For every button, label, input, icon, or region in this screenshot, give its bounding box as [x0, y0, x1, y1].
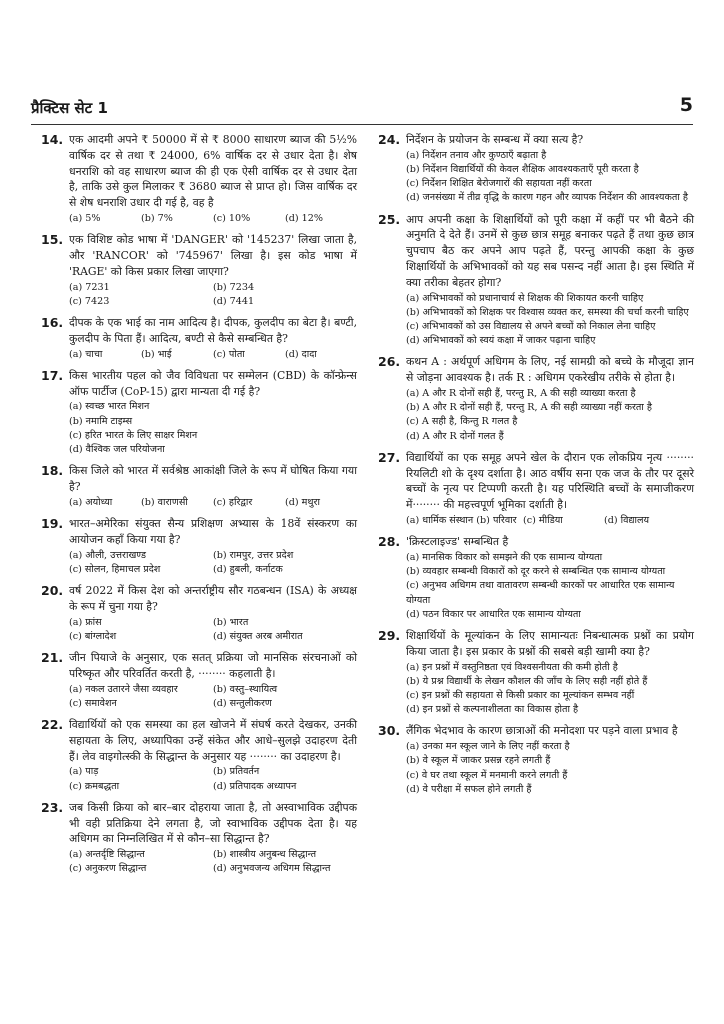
answer-option: (a) अयोध्या [69, 496, 113, 508]
answer-option: (b) ये प्रश्न विद्यार्थी के लेखन कौशल की जाँच के लिए सही नहीं होते हैं [406, 675, 648, 687]
answer-option: (b) 7234 [213, 281, 255, 293]
answer-option: (a) 7231 [69, 281, 110, 293]
answer-option: (d) 12% [285, 212, 324, 224]
answer-option: (a) फ्रांस [69, 616, 102, 628]
answer-option: (b) रामपुर, उत्तर प्रदेश [213, 549, 294, 561]
question-text: एक विशिष्ट कोड भाषा में 'DANGER' को '145237' लिखा जाता है, और 'RANCOR' को '745967' लिखा है। इस कोड भाषा में 'RAGE' को किस प्रकार लिखा जाएगा? [69, 233, 357, 278]
question [378, 212, 694, 349]
question-body [406, 450, 694, 528]
question-body [69, 232, 357, 309]
question-number: 14. [41, 132, 64, 147]
answer-option: (c) पोता [213, 348, 245, 360]
options-list [69, 549, 357, 577]
answer-option: (c) निर्देशन शिक्षित बेरोजगारों की सहायता नहीं करता [406, 178, 592, 190]
question [41, 315, 357, 362]
answer-option: (a) पाड़ [69, 766, 99, 778]
question [41, 132, 357, 226]
header-rule [31, 124, 693, 125]
answer-option: (b) वे स्कूल में जाकर प्रसन्न रहने लगती हैं [406, 755, 551, 767]
question [41, 583, 357, 644]
page-title: प्रैक्टिस सेट 1 [31, 99, 108, 117]
question [378, 534, 694, 622]
question-text: आप अपनी कक्षा के शिक्षार्थियों को पूरी कक्षा में कहीं पर भी बैठने की अनुमति दे देते हैं। उनमें से कुछ छात्र समूह बनाकर पढ़ते हैं तथा कुछ छात्र चुपचाप बैठ कर अपने आप पढ़ते हैं, परन्तु आपकी कक्षा के कुछ शिक्षार्थियों के अभिभावकों को यह सब पसन्द नहीं आता है। इस स्थिति में क्या तरीका बेहतर होगा? [406, 212, 694, 289]
question-text: जीन पियाजे के अनुसार, एक सतत् प्रक्रिया जो मानसिक संरचनाओं को परिष्कृत और परिवर्तित करती है, ········ कहलाती है। [69, 650, 357, 680]
question-number: 16. [41, 314, 64, 330]
question-body [69, 583, 357, 644]
question-body [406, 534, 694, 622]
question-text: निर्देशन के प्रयोजन के सम्बन्ध में क्या सत्य है? [406, 133, 584, 146]
question-body [69, 132, 357, 226]
question [41, 368, 357, 457]
question-body [69, 800, 357, 877]
answer-option: (c) अनुभव अधिगम तथा वातावरण सम्बन्धी कारकों पर आधारित एक सामान्य योग्यता [406, 580, 675, 606]
question [378, 450, 694, 528]
answer-option: (b) भाई [141, 348, 172, 360]
question [378, 628, 694, 717]
answer-option: (c) इन प्रश्नों की सहायता से किसी प्रकार का मूल्यांकन सम्भव नहीं [406, 690, 635, 702]
answer-option: (d) हुबली, कर्नाटक [213, 563, 283, 575]
answer-option: (c) मीडिया [523, 515, 563, 526]
options-list [406, 551, 694, 622]
options-list [69, 848, 357, 876]
question-number: 23. [41, 799, 64, 815]
answer-option: (d) पठन विकार पर आधारित एक सामान्य योग्यता [406, 608, 581, 620]
answer-option: (a) A और R दोनों सही हैं, परन्तु R, A की सही व्याख्या करता है [406, 388, 636, 399]
answer-option: (d) विद्यालय [604, 515, 650, 526]
question [41, 650, 357, 711]
options-list [69, 212, 357, 226]
answer-option: (a) औली, उत्तराखण्ड [69, 549, 146, 561]
question-text: लैंगिक भेदभाव के कारण छात्राओं की मनोदशा पर पड़ने वाला प्रभाव है [406, 724, 678, 738]
question-body [69, 717, 357, 794]
question-body [69, 315, 357, 362]
question-text: विद्यार्थियों को एक समस्या का हल खोजने में संघर्ष करते देखकर, उनकी सहायता के लिए, अध्यापिका उन्हें संकेत और आधे–सुलझे उदाहरण देती हैं। लेव वाइगोत्स्की के सिद्धान्त के अनुसार यह ········ का उदाहरण है। [69, 717, 357, 763]
answer-option: (a) धार्मिक संस्थान (b) परिवार [406, 515, 517, 526]
question-body [69, 650, 357, 711]
answer-option: (b) प्रतिवर्तन [213, 766, 260, 778]
options-list [69, 400, 357, 457]
question-body [69, 368, 357, 457]
answer-option: (d) सन्तुलीकरण [213, 697, 272, 709]
question [41, 232, 357, 309]
question [378, 723, 694, 797]
options-list [406, 387, 694, 444]
answer-option: (c) 7423 [69, 295, 110, 307]
question-number: 27. [378, 449, 401, 465]
options-list [69, 281, 357, 309]
options-list [406, 514, 694, 528]
question-body [69, 463, 357, 510]
question-body [406, 212, 694, 349]
options-list [406, 740, 694, 797]
question-number: 19. [41, 515, 64, 531]
answer-option: (a) अभिभावकों को प्रधानाचार्य से शिक्षक की शिकायत करनी चाहिए [406, 292, 644, 304]
answer-option: (b) नमामि टाइम्स [69, 415, 133, 427]
question-text: एक आदमी अपने ₹ 50000 में से ₹ 8000 साधारण ब्याज की 5½% वार्षिक दर से तथा ₹ 24000, 6% वार्षिक दर से उधार देता है। शेष धनराशि को वह साधारण ब्याज की ही एक ऐसी वार्षिक दर से उधार देता है, ताकि उसे कुल मिलाकर ₹ 3680 ब्याज से प्राप्त हो। जिस वार्षिक दर से शेष धनराशि उधार दी गई है, वह है [69, 133, 357, 210]
question-number: 25. [378, 211, 401, 227]
answer-option: (d) वैश्विक जल परियोजना [69, 443, 165, 455]
question [378, 354, 694, 443]
question-number: 17. [41, 367, 64, 383]
question-number: 28. [378, 534, 401, 550]
right-column [378, 132, 694, 803]
question-body [406, 354, 694, 443]
question-number: 29. [378, 628, 401, 644]
answer-option: (d) A और R दोनों गलत हैं [406, 430, 504, 442]
answer-option: (d) अभिभावकों को स्वयं कक्षा में जाकर पढ़ाना चाहिए [406, 335, 596, 347]
answer-option: (c) अनुकरण सिद्धान्त [69, 863, 147, 875]
answer-option: (a) इन प्रश्नों में वस्तुनिष्ठता एवं विश्वसनीयता की कमी होती है [406, 661, 618, 673]
question-body [406, 132, 694, 206]
answer-option: (a) 5% [69, 212, 101, 224]
answer-option: (b) व्यवहार सम्बन्धी विकारों को दूर करने से सम्बन्धित एक सामान्य योग्यता [406, 566, 666, 578]
answer-option: (c) सोलन, हिमाचल प्रदेश [69, 563, 161, 575]
answer-option: (b) वाराणसी [141, 496, 188, 508]
question [378, 132, 694, 206]
answer-option: (a) उनका मन स्कूल जाने के लिए नहीं करता है [406, 741, 570, 753]
answer-option: (a) चाचा [69, 348, 103, 360]
options-list [69, 616, 357, 644]
answer-option: (d) जनसंख्या में तीव्र वृद्धि के कारण गहन और व्यापक निर्देशन की आवश्यकता है [406, 192, 688, 204]
options-list [406, 149, 694, 206]
answer-option: (c) क्रमबद्धता [69, 780, 120, 792]
question-text: विद्यार्थियों का एक समूह अपने खेल के दौरान एक लोकप्रिय नृत्य ········ रियलिटी शो के दृश्य दर्शाता है। आठ वर्षीय सना एक जज के तौर पर दूसरे बच्चों के नृत्य पर टिप्पणी करती है। यह परिस्थिति बच्चों के समाजीकरण में········ की महत्त्वपूर्ण भूमिका दर्शाती है। [406, 450, 694, 512]
answer-option: (b) भारत [213, 616, 249, 628]
answer-option: (b) शास्त्रीय अनुबन्ध सिद्धान्त [213, 849, 317, 861]
answer-option: (c) वे घर तथा स्कूल में मनमानी करने लगती हैं [406, 769, 568, 781]
question-number: 15. [41, 232, 64, 248]
answer-option: (a) नकल उतारने जैसा व्यवहार [69, 683, 178, 695]
question [41, 463, 357, 510]
question-text: जब किसी क्रिया को बार–बार दोहराया जाता है, तो अस्वाभाविक उद्दीपक भी वही प्रतिक्रिया देने लगता है, जो स्वाभाविक उद्दीपक देता है। यह अधिगम का निम्नलिखित में से कौन–सा सिद्धान्त है? [69, 800, 357, 846]
answer-option: (d) अनुभवजन्य अधिगम सिद्धान्त [213, 863, 331, 875]
answer-option: (b) निर्देशन विद्यार्थियों की केवल शैक्षिक आवश्यकताएँ पूरी करता है [406, 164, 639, 175]
answer-option: (b) A और R दोनों सही हैं, परन्तु R, A की सही व्याख्या नहीं करता है [406, 402, 653, 414]
question-text: भारत–अमेरिका संयुक्त सैन्य प्रशिक्षण अभ्यास के 18वें संस्करण का आयोजन कहाँ किया गया है? [69, 516, 357, 546]
question-text: दीपक के एक भाई का नाम आदित्य है। दीपक, कुलदीप का बेटा है। बण्टी, कुलदीप के पिता हैं। आदित्य, बण्टी से कैसे सम्बन्धित है? [69, 315, 357, 345]
options-list [69, 496, 357, 510]
answer-option: (a) अन्तर्दृष्टि सिद्धान्त [69, 849, 145, 861]
question-number: 21. [41, 649, 64, 665]
page-header [31, 92, 693, 122]
answer-option: (d) 7441 [213, 295, 255, 307]
options-list [69, 683, 357, 711]
options-list [69, 765, 357, 793]
answer-option: (d) वे परीक्षा में सफल होने लगती हैं [406, 783, 532, 795]
left-column [41, 132, 357, 883]
answer-option: (d) संयुक्त अरब अमीरात [213, 630, 303, 642]
question-text: कथन A : अर्थपूर्ण अधिगम के लिए, नई सामग्री को बच्चे के मौजूदा ज्ञान से जोड़ना आवश्यक है। तर्क R : अधिगम एकरेखीय तरीके से होता है। [406, 355, 694, 385]
options-list [406, 661, 694, 718]
question-number: 18. [41, 463, 64, 479]
answer-option: (d) प्रतिपादक अध्यापन [213, 780, 297, 792]
question-text: किस भारतीय पहल को जैव विविधता पर सम्मेलन (CBD) के कॉन्फ्रेन्स ऑफ पार्टीज (CoP-15) द्वारा मान्यता दी गई है? [69, 368, 357, 398]
answer-option: (b) अभिभावकों को शिक्षक पर विश्वास व्यक्त कर, समस्या की चर्चा करनी चाहिए [406, 306, 689, 318]
question [41, 800, 357, 877]
answer-option: (d) दादा [285, 348, 317, 360]
answer-option: (c) बांग्लादेश [69, 630, 117, 642]
answer-option: (d) इन प्रश्नों से कल्पनाशीलता का विकास होता है [406, 704, 579, 716]
question-number: 24. [378, 132, 401, 147]
question-text: वर्ष 2022 में किस देश को अन्तर्राष्ट्रीय सौर गठबन्धन (ISA) के अध्यक्ष के रूप में चुना गया है? [69, 583, 357, 613]
answer-option: (c) समावेशन [69, 697, 117, 709]
answer-option: (a) स्वच्छ भारत मिशन [69, 401, 150, 413]
answer-option: (d) मथुरा [285, 496, 320, 508]
question [41, 516, 357, 577]
answer-option: (c) 10% [213, 212, 251, 224]
answer-option: (c) हरित भारत के लिए साक्षर मिशन [69, 429, 198, 441]
answer-option: (c) अभिभावकों को उस विद्यालय से अपने बच्चों को निकाल लेना चाहिए [406, 321, 656, 332]
options-list [406, 292, 694, 349]
answer-option: (c) A सही है, किन्तु R गलत है [406, 416, 518, 428]
question-number: 22. [41, 716, 64, 732]
options-list [69, 348, 357, 362]
question-body [406, 628, 694, 717]
question-number: 26. [378, 354, 401, 370]
question-text: किस जिले को भारत में सर्वश्रेष्ठ आकांक्षी जिले के रूप में घोषित किया गया है? [69, 464, 357, 493]
question-text: शिक्षार्थियों के मूल्यांकन के लिए सामान्यतः निबन्धात्मक प्रश्नों का प्रयोग किया जाता है। इस प्रकार के प्रश्नों की सबसे बड़ी खामी क्या है? [406, 629, 694, 658]
answer-option: (b) वस्तु–स्थायित्व [213, 683, 278, 695]
page-number: 5 [679, 94, 693, 116]
question-text: 'क्रिस्टलाइज्ड' सम्बन्धित है [406, 535, 509, 549]
answer-option: (b) 7% [141, 212, 173, 224]
question-number: 20. [41, 582, 64, 598]
question-body [69, 516, 357, 577]
answer-option: (c) हरिद्वार [213, 496, 253, 508]
question-body [406, 723, 694, 797]
answer-option: (a) मानसिक विकार को समझने की एक सामान्य योग्यता [406, 552, 603, 563]
answer-option: (a) निर्देशन तनाव और कुण्ठाएँ बढ़ाता है [406, 149, 547, 161]
question-number: 30. [378, 723, 401, 739]
question [41, 717, 357, 794]
